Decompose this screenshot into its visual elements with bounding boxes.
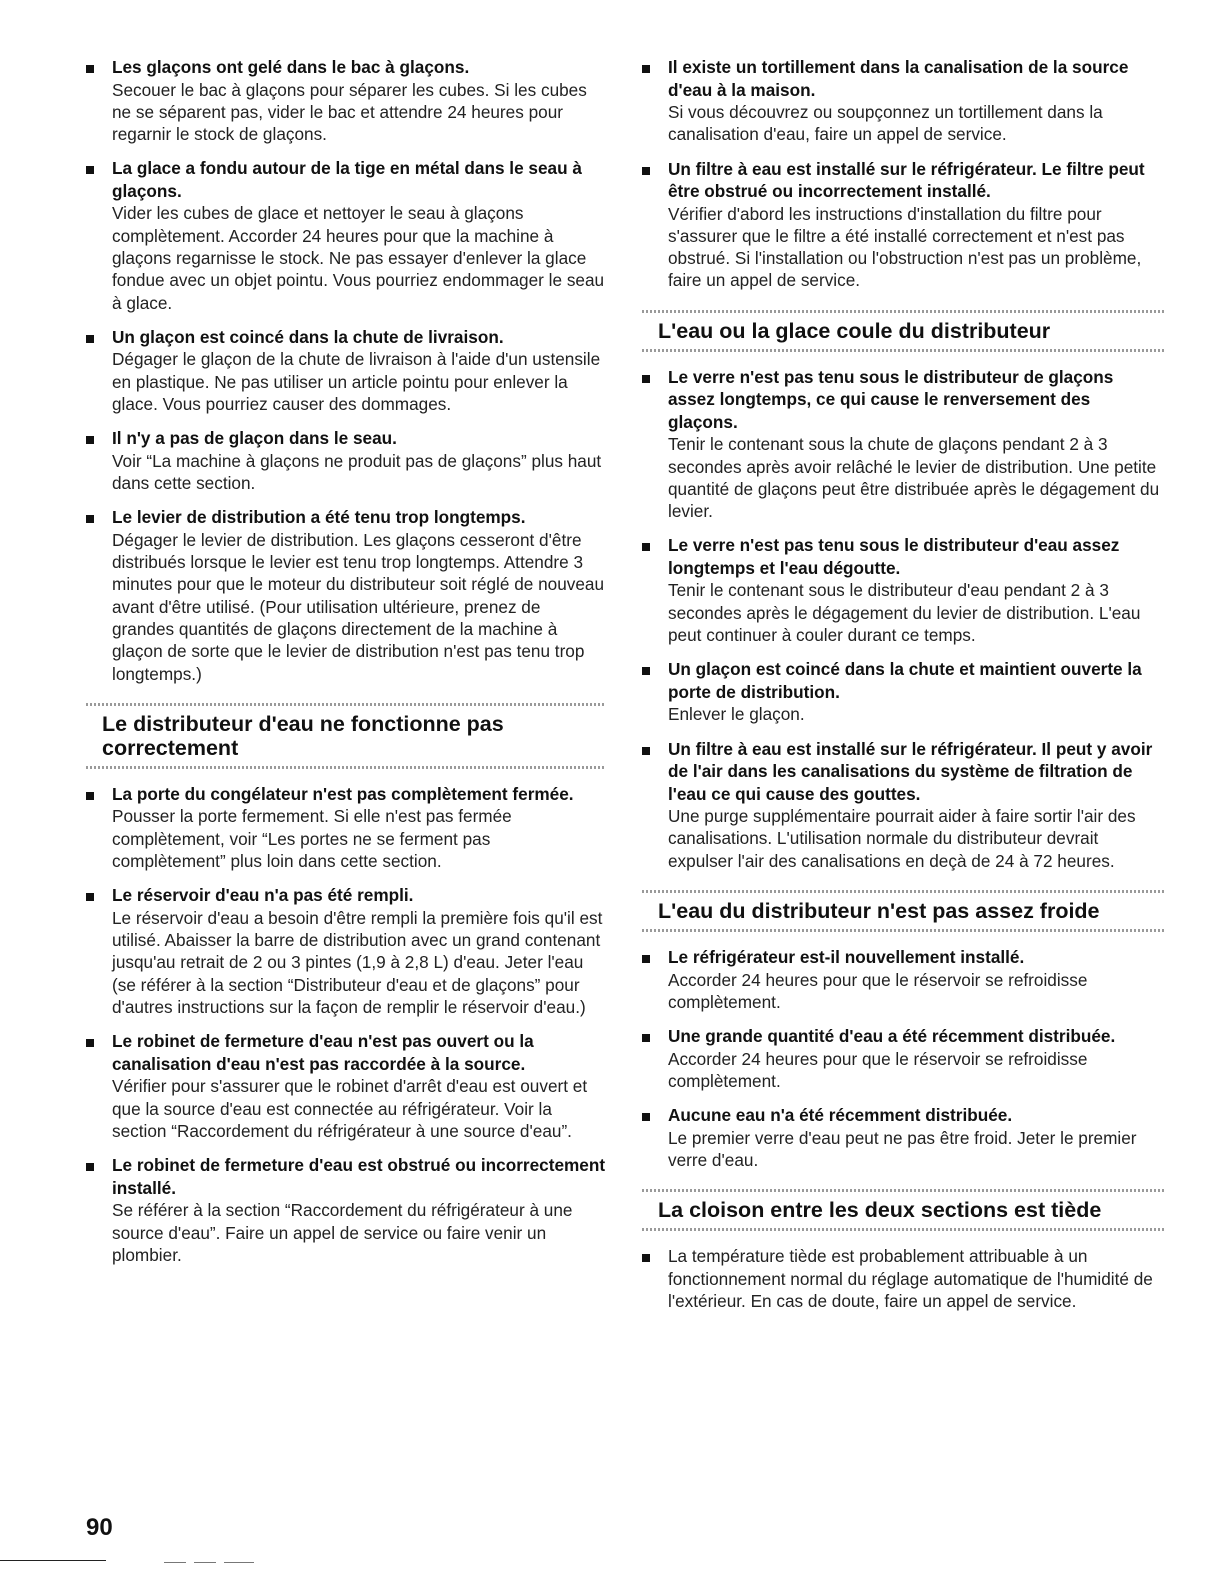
item-body: Accorder 24 heures pour que le réservoir se refroidisse complètement. <box>668 969 1088 1012</box>
item-title: Le réservoir d'eau n'a pas été rempli. <box>112 885 414 906</box>
list-item <box>642 158 1164 292</box>
divider <box>642 929 1164 932</box>
divider <box>86 766 606 769</box>
item-title: Les glaçons ont gelé dans le bac à glaçons. <box>112 57 470 77</box>
divider <box>642 349 1164 352</box>
item-title: Le robinet de fermeture d'eau est obstrué ou incorrectement installé. <box>112 1155 606 1198</box>
item-title: Le verre n'est pas tenu sous le distributeur de glaçons assez longtemps, ce qui cause le renversement des glaçons. <box>668 366 1114 432</box>
list-item <box>86 427 606 494</box>
section-header <box>642 310 1164 352</box>
list-item <box>642 946 1164 1013</box>
item-title: Un filtre à eau est installé sur le réfrigérateur. Il peut y avoir de l'air dans les canalisations du système de filtration de l'eau ce qui cause des gouttes. <box>668 738 1153 804</box>
item-body: Vérifier d'abord les instructions d'installation du filtre pour s'assurer que le filtre a été installé correctement et n'est pas obstrué. Si l'installation ou l'obstruction n'est pas un problème, faire un appel de service. <box>668 203 1142 291</box>
bullet-icon <box>86 335 94 343</box>
list-item <box>86 326 606 415</box>
footer-mark <box>164 1562 186 1563</box>
list-item <box>642 56 1164 146</box>
item-body: Si vous découvrez ou soupçonnez un tortillement dans la canalisation d'eau, faire un appel de service. <box>668 102 1103 145</box>
item-title: Un glaçon est coincé dans la chute et maintient ouverte la porte de distribution. <box>668 659 1142 702</box>
bullet-icon <box>642 65 650 73</box>
item-title: Il existe un tortillement dans la canalisation de la source d'eau à la maison. <box>668 57 1129 100</box>
list-item <box>642 1245 1164 1312</box>
list-item <box>86 884 606 1018</box>
section-header <box>86 703 606 769</box>
list-item <box>642 658 1164 725</box>
list-item <box>642 1025 1164 1092</box>
item-title: Le robinet de fermeture d'eau n'est pas ouvert ou la canalisation d'eau n'est pas raccordée à la source. <box>112 1031 534 1074</box>
section-header <box>642 1189 1164 1231</box>
section-title: Le distributeur d'eau ne fonctionne pas correctement <box>102 711 504 760</box>
item-body: Une purge supplémentaire pourrait aider à faire sortir l'air des canalisations. L'utilisation normale du distributeur devrait expulser l'air des canalisations en deçà de 24 à 72 heures. <box>668 806 1136 871</box>
item-body: Tenir le contenant sous le distributeur d'eau pendant 2 à 3 secondes après le dégagement du levier de distribution. L'eau peut continuer à couler durant ce temps. <box>668 580 1141 646</box>
bullet-icon <box>642 1034 650 1042</box>
item-body: La température tiède est probablement attribuable à un fonctionnement normal du réglage automatique de l'humidité de l'extérieur. En cas de doute, faire un appel de service. <box>668 1246 1153 1311</box>
item-body: Tenir le contenant sous la chute de glaçons pendant 2 à 3 secondes après avoir relâché le levier de distribution. Une petite quantité de glaçons peut être distribuée après le dégagement du levier. <box>668 434 1160 522</box>
list-item <box>86 56 606 145</box>
bullet-icon <box>86 65 94 73</box>
footer-mark <box>224 1562 254 1563</box>
item-body: Vider les cubes de glace et nettoyer le seau à glaçons complètement. Accorder 24 heures pour que la machine à glaçons regarnisse le stock. Ne pas essayer d'enlever la glace fondue avec un objet pointu. Vous pourriez endommager le seau à glace. <box>112 203 605 313</box>
section-title: La cloison entre les deux sections est tiède <box>658 1198 1102 1223</box>
list-item <box>642 738 1164 872</box>
item-body: Accorder 24 heures pour que le réservoir se refroidisse complètement. <box>668 1048 1088 1091</box>
bullet-icon <box>642 1254 650 1262</box>
bullet-icon <box>86 792 94 800</box>
item-body: Le premier verre d'eau peut ne pas être froid. Jeter le premier verre d'eau. <box>668 1127 1137 1171</box>
page-number: 90 <box>86 1514 113 1541</box>
bullet-icon <box>642 667 650 675</box>
list-item <box>86 1030 606 1142</box>
section-header <box>642 890 1164 932</box>
divider <box>642 1228 1164 1231</box>
bullet-icon <box>642 375 650 383</box>
item-body: Vérifier pour s'assurer que le robinet d'arrêt d'eau est ouvert et que la source d'eau est connectée au réfrigérateur. Voir la section “Raccordement du réfrigérateur à une source d'eau”. <box>112 1076 588 1141</box>
bullet-icon <box>86 1039 94 1047</box>
item-body: Enlever le glaçon. <box>668 704 805 725</box>
list-item <box>86 506 606 685</box>
item-title: Une grande quantité d'eau a été récemment distribuée. <box>668 1026 1116 1047</box>
list-item <box>642 534 1164 646</box>
item-body: Pousser la porte fermement. Si elle n'est pas fermée complètement, voir “Les portes ne se ferment pas complètement” plus loin dans cette section. <box>112 806 512 872</box>
footer-mark <box>194 1562 216 1563</box>
item-title: Aucune eau n'a été récemment distribuée. <box>668 1105 1013 1126</box>
left-column <box>86 56 606 1278</box>
section-title: L'eau ou la glace coule du distributeur <box>658 318 1051 343</box>
section-title: L'eau du distributeur n'est pas assez froide <box>658 899 1100 924</box>
bullet-icon <box>642 1113 650 1121</box>
item-title: La porte du congélateur n'est pas complètement fermée. <box>112 783 574 804</box>
bullet-icon <box>86 436 94 444</box>
item-body: Secouer le bac à glaçons pour séparer les cubes. Si les cubes ne se séparent pas, vider le bac et attendre 24 heures pour regarnir le stock de glaçons. <box>112 79 587 145</box>
item-body: Se référer à la section “Raccordement du réfrigérateur à une source d'eau”. Faire un appel de service ou faire venir un plombier. <box>112 1200 573 1265</box>
bullet-icon <box>642 167 650 175</box>
list-item <box>86 1154 606 1266</box>
item-title: Il n'y a pas de glaçon dans le seau. <box>112 428 397 449</box>
bullet-icon <box>86 515 94 523</box>
list-item <box>86 783 606 872</box>
item-title: Le verre n'est pas tenu sous le distributeur d'eau assez longtemps et l'eau dégoutte. <box>668 535 1120 578</box>
bullet-icon <box>642 747 650 755</box>
list-item <box>642 1104 1164 1171</box>
item-title: Le réfrigérateur est-il nouvellement installé. <box>668 947 1025 968</box>
item-title: La glace a fondu autour de la tige en métal dans le seau à glaçons. <box>112 158 582 201</box>
item-title: Un filtre à eau est installé sur le réfrigérateur. Le filtre peut être obstrué ou incorrectement installé. <box>668 158 1145 202</box>
bullet-icon <box>86 1163 94 1171</box>
item-body: Voir “La machine à glaçons ne produit pas de glaçons” plus haut dans cette section. <box>112 450 602 494</box>
item-body: Dégager le glaçon de la chute de livraison à l'aide d'un ustensile en plastique. Ne pas utiliser un article pointu pour enlever la glace. Vous pourriez causer des dommages. <box>112 349 601 414</box>
footer-divider <box>0 1560 106 1561</box>
list-item <box>642 366 1164 523</box>
item-body: Le réservoir d'eau a besoin d'être rempli la première fois qu'il est utilisé. Abaisser la barre de distribution avec un grand contenant jusqu'au retrait de 2 ou 3 pintes (1,9 à 2,8 L) d'eau. Jeter l'eau (se référer à la section “Distributeur d'eau et de glaçons” pour d'autres instructions sur la façon de remplir le réservoir d'eau.) <box>112 907 603 1018</box>
bullet-icon <box>86 166 94 174</box>
item-title: Le levier de distribution a été tenu trop longtemps. <box>112 507 526 528</box>
item-title: Un glaçon est coincé dans la chute de livraison. <box>112 326 504 347</box>
item-body: Dégager le levier de distribution. Les glaçons cesseront d'être distribués lorsque le levier est tenu trop longtemps. Attendre 3 minutes pour que le moteur du distributeur soit réglé de nouveau avant d'être utilisé. (Pour utilisation ultérieure, prenez de grandes quantités de glaçons directement de la machine à glaçon de sorte que le levier de distribution n'est pas tenu trop longtemps.) <box>112 529 605 684</box>
right-column <box>642 56 1164 1324</box>
bullet-icon <box>86 893 94 901</box>
bullet-icon <box>642 955 650 963</box>
bullet-icon <box>642 543 650 551</box>
list-item <box>86 157 606 313</box>
